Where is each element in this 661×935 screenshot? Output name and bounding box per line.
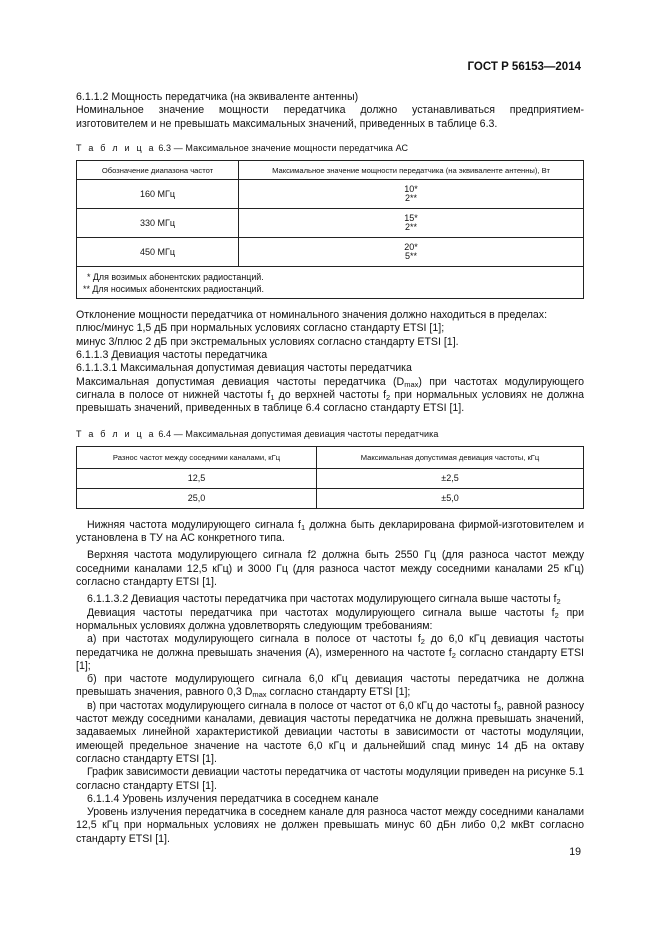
subscript: 1 (270, 392, 275, 402)
text-run: Нижняя частота модулирующего сигнала f (87, 518, 301, 531)
table-6-4 (76, 446, 584, 509)
table-header-row (77, 161, 584, 180)
text-run: Девиация частоты передатчика при частотах модулирующего сигнала выше частоты f (87, 606, 555, 619)
section-heading-61132 (76, 593, 584, 606)
table-row (77, 488, 584, 508)
subscript: max (404, 379, 419, 389)
text-run: должна быть декларирована фирмой-изготовителем и установлена в ТУ на АС конкретного типа. (76, 518, 584, 545)
deviation-cell: ±5,0 (317, 488, 584, 508)
text-run: при нормальных условиях должна удовлетворять следующим требованиям: (76, 606, 584, 632)
text-run: согласно стандарту ETSI [1]; (76, 646, 584, 672)
caption-prefix: Т а б л и ц а (76, 428, 156, 439)
table-6-4-caption (76, 428, 584, 441)
header-band: Обозначение диапазона частот (77, 161, 239, 180)
power-cell (239, 180, 584, 209)
subscript: 2 (556, 597, 561, 607)
power-cell (239, 209, 584, 238)
page-number: 19 (569, 846, 581, 858)
item-c (76, 700, 584, 766)
item-a (76, 633, 584, 673)
deviation-line-2: плюс/минус 1,5 дБ при нормальных условиях согласно стандарту ETSI [1]; (76, 322, 445, 335)
paragraph-graph-ref: График зависимости девиации частоты передатчика от частоты модуляции приведен на рисунке 5.1 согласно стандарту ETSI [1]. (76, 766, 584, 792)
table-row (77, 209, 584, 238)
text-run: , равной разносу частот между соседними каналами, девиация частоты передатчика не должна превышать значений, задаваемых линейной характеристикой девиации частоты в зависимости от частоты модуляции, имеющей предельное значение на частоте 6,0 кГц и дальнейший спад минус 14 дБ на октаву согласно стандарту ETSI [1]. (76, 699, 584, 765)
table-notes-row (77, 267, 584, 299)
subscript: 2 (420, 637, 425, 647)
subscript: 2 (386, 392, 391, 402)
deviation-cell: ±2,5 (317, 468, 584, 488)
band-cell: 330 МГц (77, 209, 239, 238)
text-run: а) при частотах модулирующего сигнала в полосе от частоты f (87, 633, 421, 646)
header-power: Максимальное значение мощности передатчика (на эквиваленте антенны), Вт (239, 161, 584, 180)
section-heading-6112 (76, 91, 584, 104)
caption-text: 6.3 — Максимальное значение мощности передатчика АС (158, 142, 409, 153)
section-heading-6113: 6.1.1.3 Девиация частоты передатчика (76, 349, 268, 362)
text-run: при нормальных условиях не должна превышать значений, приведенных в таблице 6.4 согласно стандарту ETSI [1]. (76, 388, 585, 415)
table-6-3 (76, 160, 584, 299)
power-portable: 5** (404, 251, 417, 262)
table-row (77, 180, 584, 209)
power-cell (239, 238, 584, 267)
paragraph-nominal-power: Номинальное значение мощности передатчика должно устанавливаться предприятием-изготовителем и не превышать максимальных значений, приведенных в таблице 6.3. (76, 104, 584, 130)
text-run: в) при частотах модулирующего сигнала в полосе от частот от 6,0 кГц до частоты f (87, 699, 497, 712)
text-run: б) при частоте модулирующего сигнала 6,0 кГц девиация частоты передатчика не должна превышать значения, равного 0,3 D (76, 673, 584, 699)
caption-prefix: Т а б л и ц а (76, 142, 156, 153)
band-cell: 160 МГц (77, 180, 239, 209)
header-deviation: Максимальная допустимая девиация частоты, кГц (317, 446, 584, 468)
subscript: max (252, 690, 267, 700)
spacing-cell: 12,5 (77, 468, 317, 488)
subscript: 2 (451, 650, 456, 660)
heading-text: 6.1.1.2 Мощность передатчика (на эквиваленте антенны) (76, 91, 359, 103)
spacing-cell: 25,0 (77, 488, 317, 508)
band-cell: 450 МГц (77, 238, 239, 267)
section-heading-61131: 6.1.1.3.1 Максимальная допустимая девиация частоты передатчика (76, 362, 412, 375)
paragraph-upper-freq: Верхняя частота модулирующего сигнала f2 должна быть 2550 Гц (для разноса частот между соседними каналами 12,5 кГц) и 3000 Гц (для разноса частот между соседними каналами 25 кГц) согласно стандарту ETSI [1]. (76, 549, 584, 589)
power-vehicle: 15* (404, 212, 418, 223)
table-6-3-caption (76, 142, 584, 155)
text-run: Максимальная допустимая девиация частоты передатчика (D (76, 375, 405, 388)
deviation-line-1: Отклонение мощности передатчика от номинального значения должно находиться в пределах: (76, 309, 548, 322)
power-portable: 2** (404, 193, 417, 204)
section-heading-6114: 6.1.1.4 Уровень излучения передатчика в соседнем канале (87, 792, 379, 805)
text-run: до 6,0 кГц девиация частоты передатчика не должна превышать значения (А), измеренного на частоте f (76, 633, 584, 659)
table-row (77, 468, 584, 488)
text-run: 6.1.1.3.2 Девиация частоты передатчика при частотах модулирующего сигнала выше частоты f (87, 593, 557, 606)
deviation-line-3: минус 3/плюс 2 дБ при экстремальных условиях согласно стандарту ETSI [1]. (76, 335, 459, 348)
power-portable: 2** (404, 222, 417, 233)
power-vehicle: 20* (404, 241, 418, 252)
caption-text: 6.4 — Максимальная допустимая девиация частоты передатчика (158, 428, 439, 439)
paragraph-requirements (76, 607, 584, 634)
item-b (76, 673, 584, 700)
standard-header: ГОСТ Р 56153—2014 (467, 61, 581, 73)
subscript: 1 (300, 522, 306, 532)
subscript: 3 (496, 703, 502, 713)
note-vehicle: * Для возимых абонентских радиостанций. (87, 271, 264, 282)
note-portable: ** Для носимых абонентских радиостанций. (83, 283, 264, 294)
table-row (77, 238, 584, 267)
power-vehicle: 10* (404, 183, 418, 194)
page-body (76, 91, 584, 846)
header-spacing: Разнос частот между соседними каналами, кГц (77, 446, 317, 468)
paragraph-adjacent-channel: Уровень излучения передатчика в соседнем канале для разноса частот между соседними каналами 12,5 кГц при нормальных условиях не должен превышать минус 60 дБн либо 0,2 мкВт согласно стандарту ETSI [1]. (76, 806, 584, 845)
text-run: согласно стандарту ETSI [1]; (266, 686, 411, 699)
table-header-row (77, 446, 584, 468)
text-run: до верхней частоты f (274, 388, 387, 401)
text-run: ) при частотах модулирующего сигнала в полосе от нижней частоты f (76, 375, 584, 401)
table-notes (77, 267, 584, 299)
subscript: 2 (554, 610, 559, 620)
paragraph-lower-freq (76, 519, 584, 546)
paragraph-max-deviation (76, 376, 584, 416)
